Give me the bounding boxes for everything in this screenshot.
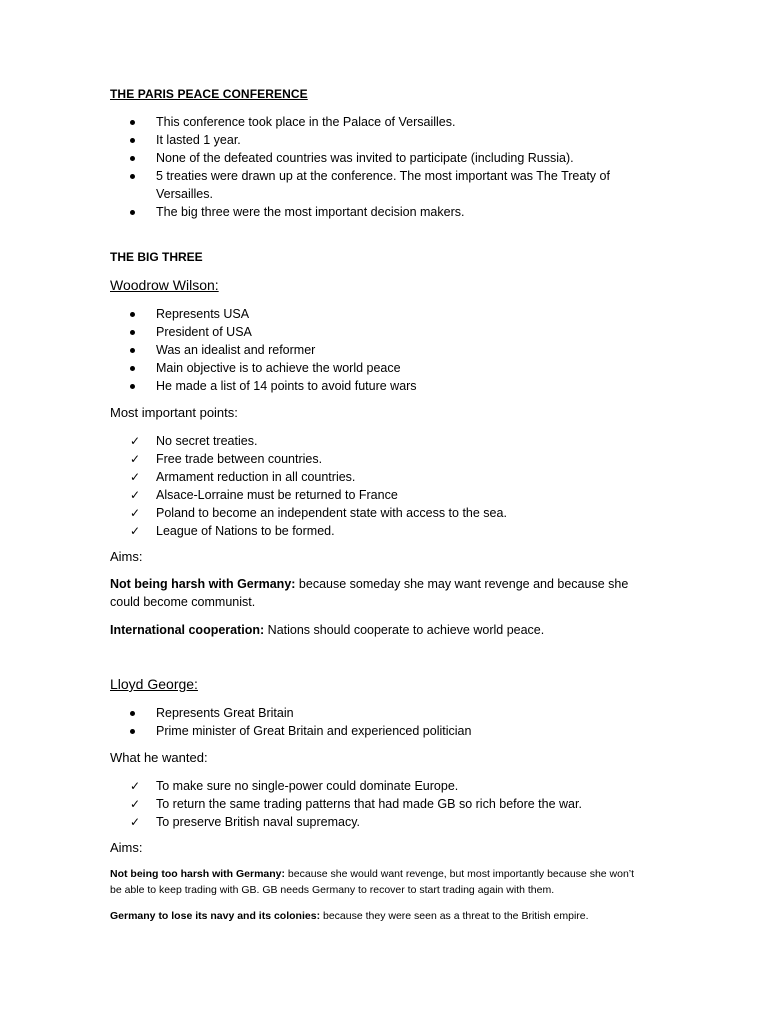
bullet-icon bbox=[130, 366, 135, 371]
check-icon: ✓ bbox=[130, 506, 141, 520]
bullet-icon bbox=[130, 330, 135, 335]
check-icon: ✓ bbox=[130, 779, 141, 793]
bullet-icon bbox=[130, 138, 135, 143]
check-icon: ✓ bbox=[130, 452, 141, 466]
list-item: 5 treaties were drawn up at the conference. The most important was The Treaty of Versailles. bbox=[110, 167, 650, 203]
wilson-points-label: Most important points: bbox=[110, 405, 238, 420]
check-icon: ✓ bbox=[130, 434, 141, 448]
list-item: Prime minister of Great Britain and experienced politician bbox=[110, 722, 650, 740]
list-item: ✓ Armament reduction in all countries. bbox=[130, 470, 356, 484]
bullet-icon bbox=[130, 120, 135, 125]
bullet-icon bbox=[130, 174, 135, 179]
george-aims-label: Aims: bbox=[110, 840, 143, 855]
page-title: THE PARIS PEACE CONFERENCE bbox=[110, 87, 308, 101]
george-wanted-label: What he wanted: bbox=[110, 750, 208, 765]
george-wanted bbox=[110, 777, 650, 831]
bullet-icon bbox=[130, 312, 135, 317]
list-item: ✓ Free trade between countries. bbox=[130, 452, 323, 466]
george-aim-2: Germany to lose its navy and its colonies: because they were seen as a threat to the British empire. bbox=[110, 910, 589, 922]
wilson-heading: Woodrow Wilson: bbox=[110, 277, 219, 293]
list-item: The big three were the most important decision makers. bbox=[110, 203, 650, 221]
george-bullets bbox=[110, 704, 650, 740]
george-aim-1: Not being too harsh with Germany: because she would want revenge, but most importantly because she won’t be able to keep trading with GB. GB needs Germany to recover to start trading again with them. bbox=[110, 868, 635, 896]
check-icon: ✓ bbox=[130, 524, 141, 538]
list-item: ✓ To preserve British naval supremacy. bbox=[130, 815, 361, 829]
list-item: President of USA bbox=[110, 323, 650, 341]
list-item: ✓ League of Nations to be formed. bbox=[130, 524, 335, 538]
list-item: Was an idealist and reformer bbox=[110, 341, 650, 359]
list-item: ✓ To make sure no single-power could dominate Europe. bbox=[130, 779, 459, 793]
list-item: ✓ Alsace-Lorraine must be returned to France bbox=[130, 488, 398, 502]
wilson-points bbox=[110, 432, 650, 540]
check-icon: ✓ bbox=[130, 488, 141, 502]
list-item: Represents Great Britain bbox=[110, 704, 650, 722]
bullet-icon bbox=[130, 156, 135, 161]
conference-list bbox=[110, 113, 650, 221]
list-item: Main objective is to achieve the world peace bbox=[110, 359, 650, 377]
list-item: ✓ No secret treaties. bbox=[130, 434, 258, 448]
check-icon: ✓ bbox=[130, 797, 141, 811]
bullet-icon bbox=[130, 384, 135, 389]
list-item: ✓ Poland to become an independent state with access to the sea. bbox=[130, 506, 507, 520]
wilson-aim-1: Not being harsh with Germany: because someday she may want revenge and because she could become communist. bbox=[110, 577, 629, 609]
list-item: None of the defeated countries was invited to participate (including Russia). bbox=[110, 149, 650, 167]
wilson-aim-2: International cooperation: Nations should cooperate to achieve world peace. bbox=[110, 623, 545, 637]
list-item: ✓ To return the same trading patterns that had made GB so rich before the war. bbox=[130, 797, 582, 811]
big-three-heading: THE BIG THREE bbox=[110, 250, 203, 264]
check-icon: ✓ bbox=[130, 470, 141, 484]
bullet-icon bbox=[130, 210, 135, 215]
check-icon: ✓ bbox=[130, 815, 141, 829]
list-item: This conference took place in the Palace of Versailles. bbox=[110, 113, 650, 131]
bullet-icon bbox=[130, 711, 135, 716]
bullet-icon bbox=[130, 729, 135, 734]
wilson-aims-label: Aims: bbox=[110, 549, 143, 564]
wilson-bullets bbox=[110, 305, 650, 395]
bullet-icon bbox=[130, 348, 135, 353]
list-item: Represents USA bbox=[110, 305, 650, 323]
george-heading: Lloyd George: bbox=[110, 676, 198, 692]
list-item: He made a list of 14 points to avoid future wars bbox=[110, 377, 650, 395]
list-item: It lasted 1 year. bbox=[110, 131, 650, 149]
